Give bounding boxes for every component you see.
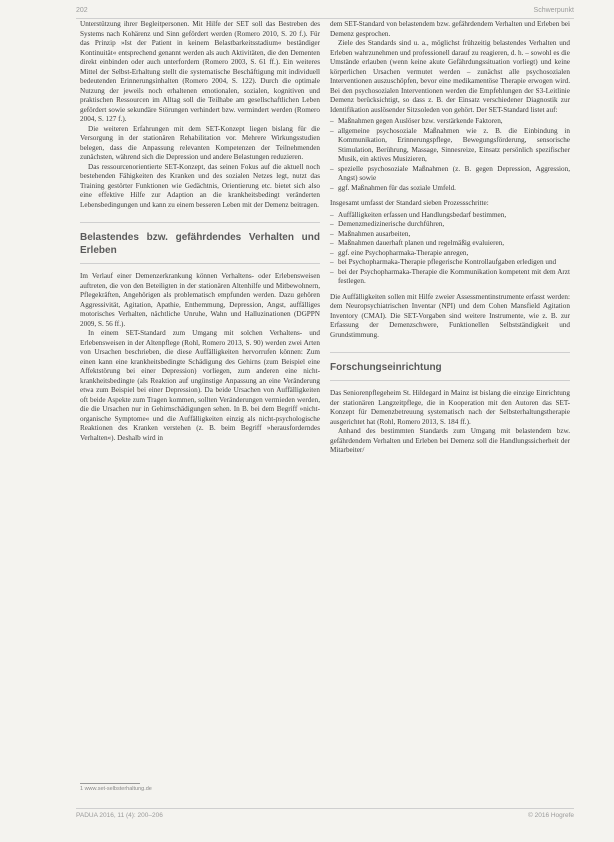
footnote: 1 www.set-selbsterhaltung.de [80, 786, 152, 792]
list-item: – ggf. eine Psychopharmaka-Therapie anregen, [330, 249, 570, 259]
list-item: – Maßnahmen gegen Auslöser bzw. verstärkende Faktoren, [330, 117, 570, 127]
paragraph: Das ressourcenorientierte SET-Konzept, das seinen Fokus auf die aktuell noch bestehenden Fähigkeiten des Kranken und des sozialen Netzes legt, nutzt das Training gestörter Funktionen wie Gedächtnis, Orientierung etc. bietet sich also eine effektive Hilfe zur Adaption an die krankheitsbedingt veränderten Lebensbedingungen und kann zu einem besseren Leben mit der Demenz beitragen. [80, 162, 320, 209]
measures-list [330, 117, 570, 193]
paragraph: Ziele des Standards sind u. a., möglichst frühzeitig belastendes Verhalten und Erleben wahrzunehmen und professionell darauf zu reagieren, d. h. – sowohl es die Umstände erlauben (wenn keine akute Gefährdungssituation vorliegt) und keine körperlichen Ursachen vermutet werden – zunächst alle psychosozialen Interventionen auszuschöpfen, bevor eine medikamentöse Therapie erwogen wird. Bei den psychosozialen Interventionen werden die Empfehlungen der S3-Leitlinie Demenz berücksichtigt, so dass z. B. der Einsatz verschiedener Diagnostik zur Identifikation auslösender Sitzsoleden von gehört. Der SET-Standard listet auf: [330, 39, 570, 114]
list-item: – Demenzmedizinerische durchführen, [330, 220, 570, 230]
paragraph: Unterstützung ihrer Begleitpersonen. Mit Hilfe der SET soll das Bestreben des Systems nach Kohärenz und Sinn gefördert werden (Romero 2010, S. 20 f.). Für das Prinzip »Ist der Patient in keinem Belastbarkeitsstadium« beständiger Kontinuität« entsprechend genannt werden als auch Aktivitäten, die den Dementen direkt einbinden oder auch unterfordern (Romero 2003, S. 61 ff.). Ein weiteres Mittel der Selbst-Erhaltung stellt die systematische Beschäftigung mit individuell bedeutenden Erinnerungsinhalten (Romero 2004, S. 122). Durch die optimale Nutzung der jeweils noch erhaltenen emotionalen, sozialen, kognitiven und praktischen Ressourcen im Alltag soll die Teilhabe am gesellschaftlichen Leben gefördert sowie sekundäre Störungen verhindert bzw. vermindert werden (Romero 2004, S. 127 f.). [80, 20, 320, 123]
section-heading: Belastendes bzw. gefährdendes Verhalten und Erleben [80, 222, 320, 264]
footnote-rule [80, 783, 140, 784]
left-column [80, 20, 320, 443]
list-item: – spezielle psychosoziale Maßnahmen (z. B. gegen Depression, Aggression, Angst) sowie [330, 165, 570, 184]
right-column [330, 20, 570, 456]
paragraph: Insgesamt umfasst der Standard sieben Prozessschritte: [330, 199, 489, 207]
journal-citation: PADUA 2016, 11 (4): 200–206 [76, 812, 163, 819]
process-steps-list [330, 211, 570, 287]
list-item: – Maßnahmen ausarbeiten, [330, 230, 570, 240]
page-header [76, 6, 574, 19]
list-item: – Maßnahmen dauerhaft planen und regelmäßig evaluieren, [330, 239, 570, 249]
section-heading: Forschungseinrichtung [330, 352, 570, 381]
page-number: 202 [76, 7, 88, 14]
publisher: © 2016 Hogrefe [528, 812, 574, 819]
list-item: – allgemeine psychosoziale Maßnahmen wie z. B. die Einbindung in Kommunikation, Erinnerungspflege, Bewegungsförderung, sensorische Stimulation, Berührung, Massage, Sinnesreize, Einsatz persönlich spezifischer Musik, ein aktives Musizieren, [330, 127, 570, 165]
section-label: Schwerpunkt [533, 7, 574, 14]
paragraph: Das Seniorenpflegeheim St. Hildegard in Mainz ist bislang die einzige Einrichtung der stationären Langzeitpflege, die in Kooperation mit den Autoren das SET-Konzept für Demenzbetreuung systematisch nach der Selbsterhaltungstherapie ausgerichtet hat (Rohl, Romero 2013, S. 184 ff.). [330, 389, 570, 426]
list-item: – bei der Psychopharmaka-Therapie die Kommunikation kompetent mit dem Arzt festlegen. [330, 268, 570, 287]
list-item: – ggf. Maßnahmen für das soziale Umfeld. [330, 184, 570, 194]
paragraph: Die weiteren Erfahrungen mit dem SET-Konzept liegen bislang für die Versorgung in der stationären Rehabilitation vor. Mehrere Wirkungsstudien belegen, dass die Anpassung relevanten Kompetenzen der Teilnehmenden zunächsten, während sich die Depression und andere Belastungen reduzieren. [80, 124, 320, 161]
list-item: – Auffälligkeiten erfassen und Handlungsbedarf bestimmen, [330, 211, 570, 221]
list-item: – bei Psychopharmaka-Therapie pflegerische Kontrollaufgaben erledigen und [330, 258, 570, 268]
paragraph: In einem SET-Standard zum Umgang mit solchen Verhaltens- und Erlebensweisen in der Altenpflege (Rohl, Romero 2013, S. 90) werden zwei Arten von Ursachen beschrieben, die diese Auffälligkeiten hervorrufen können: Zum einen kann eine krankheitsbedingte Schädigung des Gehirns (zum Beispiel eine Affektstörung bei einer Depression) vorliegen, zum anderen eine nicht-krankheitsbedingte (als Reaktion auf ungünstige Anpassung an eine Veränderung etwa zum Beispiel bei einer Depression). Da beide Ursachen von Auffälligkeiten oft beide Aspekte zum Tragen kommen, sollten Veränderungen vermieden werden, die die Ursachen nur in Gehirnschädigungen sehen. In B. bei dem Begriff »nicht-organische Symptome« und die Auffälligkeiten einzig als nicht-psychologische Reaktionen des Kranken verstehen (z. B. beim Begriff »herausforderndes Verhalten«). Deshalb wird in [80, 329, 320, 442]
page-footer [76, 808, 574, 821]
paragraph: Die Auffälligkeiten sollen mit Hilfe zweier Assessmentinstrumente erfasst werden: dem Neuropsychiatrischen Inventar (NPI) und dem Cohen Mansfield Agitation Inventory (CMAI). Die SET-Vorgaben sind weitere Instrumente, wie z. B. zur Erfassung der Demenzschwere, Funktionellen Selbstständigkeit und Grundstimmung. [330, 292, 570, 339]
paragraph: Anhand des bestimmten Standards zum Umgang mit belastendem bzw. gefährdendem Verhalten und Erleben bei Demenz soll die Handlungssicherheit der Mitarbeiter/ [330, 427, 570, 454]
paragraph: Im Verlauf einer Demenzerkrankung können Verhaltens- oder Erlebensweisen auftreten, die von den Beteiligten in der stationären Altenhilfe und Mitbewohnern, Pflegekräften, Angehörigen als problematisch empfunden werden. Dazu gehören Aggressivität, Agitation, Apathie, Enthemmung, Depression, Angst, auffälliges motorisches Verhalten, nächtliche Unruhe, Wahn und Halluzinationen (DGPPN 2009, S. 56 ff.). [80, 272, 320, 328]
paragraph: dem SET-Standard von belastendem bzw. gefährdendem Verhalten und Erleben bei Demenz gesprochen. [330, 20, 570, 38]
